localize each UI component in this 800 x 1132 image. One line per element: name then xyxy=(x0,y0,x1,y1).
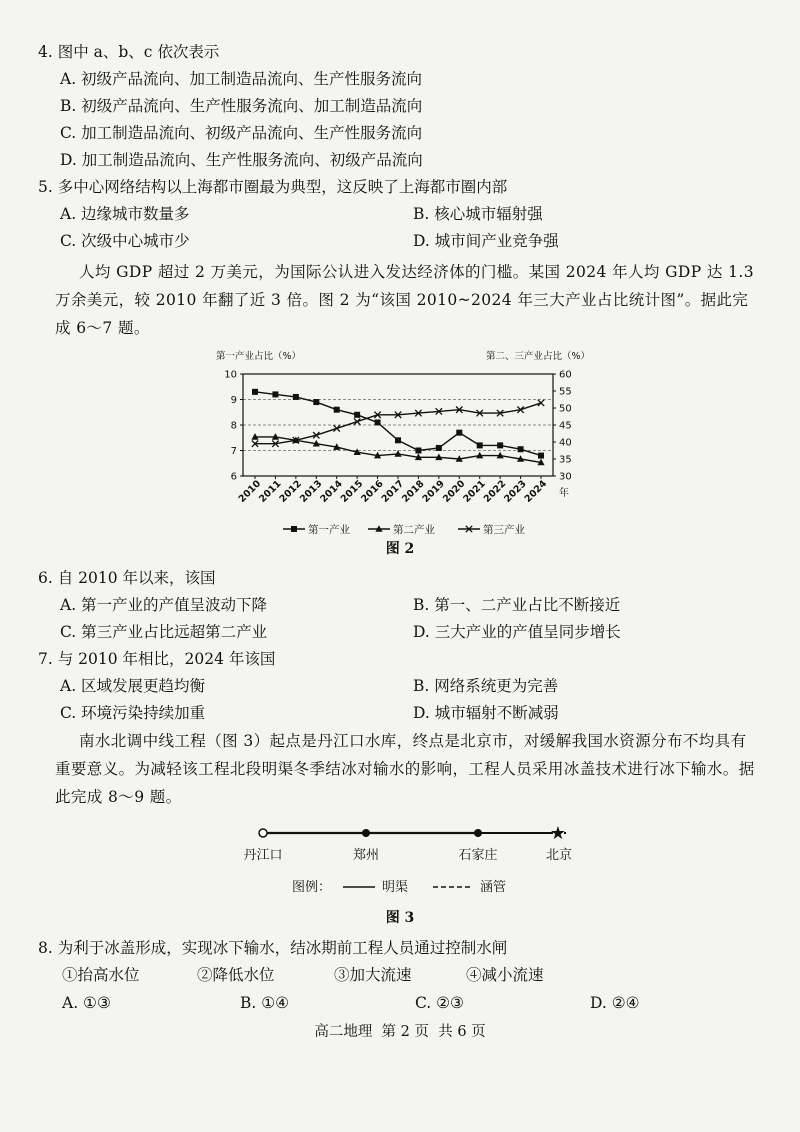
x-tick-label: 2017 xyxy=(379,478,407,505)
left-tick-label: 6 xyxy=(230,471,237,483)
q6-option-d: D. 三大产业的产值呈同步增长 xyxy=(413,623,621,641)
page-footer: 高二地理 第 2 页 共 6 页 xyxy=(314,1024,486,1040)
station-danjiangkou-marker xyxy=(259,829,267,837)
left-tick-label: 10 xyxy=(224,369,237,381)
q8-option-a: A. ①③ xyxy=(62,994,111,1012)
x-tick-label: 2018 xyxy=(400,478,427,505)
q8-choice-3: ③加大流速 xyxy=(334,966,412,984)
left-tick-label: 9 xyxy=(230,395,237,406)
q4-option-a: A. 初级产品流向、加工制造品流向、生产性服务流向 xyxy=(60,70,423,88)
right-tick-label: 30 xyxy=(559,471,572,483)
point-marker xyxy=(497,442,503,448)
q6-option-b: B. 第一、二产业占比不断接近 xyxy=(413,596,621,614)
point-marker xyxy=(252,389,258,395)
x-tick-label: 2020 xyxy=(440,478,468,505)
point-marker xyxy=(293,394,299,400)
point-marker xyxy=(415,448,421,454)
q8-option-c: C. ②③ xyxy=(415,994,464,1012)
q5-stem: 5. 多中心网络结构以上海都市圈最为典型，这反映了上海都市圈内部 xyxy=(38,178,508,196)
legend-title: 图例： xyxy=(292,880,332,895)
q8-option-b: B. ①④ xyxy=(240,994,290,1012)
station-shijiazhuang-marker xyxy=(474,829,482,837)
x-tick-label: 2019 xyxy=(420,478,447,505)
x-unit-label: 年 xyxy=(559,488,569,499)
point-marker xyxy=(354,412,360,418)
x-tick-label: 2024 xyxy=(522,478,550,505)
point-marker xyxy=(272,391,278,397)
point-marker xyxy=(538,453,544,459)
point-marker xyxy=(291,526,297,532)
q4-option-b: B. 初级产品流向、生产性服务流向、加工制造品流向 xyxy=(60,97,423,115)
q5-option-d: D. 城市间产业竞争强 xyxy=(413,232,559,250)
x-tick-label: 2015 xyxy=(338,478,366,505)
legend-label-2: 第二产业 xyxy=(393,524,435,536)
q6-option-a: A. 第一产业的产值呈波动下降 xyxy=(60,596,268,614)
x-tick-label: 2010 xyxy=(236,478,264,505)
q5-option-a: A. 边缘城市数量多 xyxy=(60,205,190,223)
x-tick-label: 2021 xyxy=(461,478,488,505)
left-tick-label: 7 xyxy=(230,446,237,457)
station-beijing-label: 北京 xyxy=(545,848,573,863)
legend-pipe-label: 涵管 xyxy=(480,880,507,895)
point-marker xyxy=(313,399,319,405)
q8-choice-1: ①抬高水位 xyxy=(62,966,140,984)
q6-option-c: C. 第三产业占比远超第二产业 xyxy=(60,623,268,641)
industry-share-chart xyxy=(208,344,598,554)
x-tick-label: 2023 xyxy=(502,478,529,505)
water-route-diagram xyxy=(230,815,590,905)
x-tick-label: 2011 xyxy=(257,478,284,505)
figure3-caption: 图 3 xyxy=(385,910,415,926)
station-beijing-star: ★ xyxy=(549,823,567,844)
x-tick-label: 2013 xyxy=(297,478,325,505)
x-tick-label: 2022 xyxy=(481,478,509,505)
q8-option-d: D. ②④ xyxy=(590,994,640,1012)
right-tick-label: 35 xyxy=(559,454,572,466)
left-tick-label: 8 xyxy=(230,420,237,432)
q5-option-b: B. 核心城市辐射强 xyxy=(413,205,543,223)
q7-option-b: B. 网络系统更为完善 xyxy=(413,677,559,695)
x-tick-label: 2012 xyxy=(277,478,304,505)
legend-label-3: 第三产业 xyxy=(483,524,525,536)
station-zhengzhou-marker xyxy=(362,829,370,837)
passage-water-transfer: 南水北调中线工程（图 3）起点是丹江口水库，终点是北京市，对缓解我国水资源分布不均具有重要意义。为减轻该工程北段明渠冬季结冰对输水的影响，工程人员采用冰盖技术进行冰下输水。据此完成 8～9 题。 xyxy=(55,732,755,806)
station-danjiangkou-label: 丹江口 xyxy=(243,848,283,863)
legend-open-channel-label: 明渠 xyxy=(382,880,409,895)
q8-choice-4: ④减小流速 xyxy=(466,966,544,984)
passage-gdp: 人均 GDP 超过 2 万美元，为国际公认进入发达经济体的门槛。某国 2024 年人均 GDP 达 1.3 万余美元，较 2010 年翻了近 3 倍。图 2 为“该国 2010~2024 年三大产业占比统计图”。据此完成 6～7 题。 xyxy=(55,263,754,337)
station-zhengzhou-label: 郑州 xyxy=(352,848,380,863)
q6-stem: 6. 自 2010 年以来，该国 xyxy=(38,569,216,587)
point-marker xyxy=(477,442,483,448)
q7-option-a: A. 区域发展更趋均衡 xyxy=(60,677,206,695)
right-tick-label: 45 xyxy=(559,420,572,432)
point-marker xyxy=(375,419,381,425)
q8-choice-2: ②降低水位 xyxy=(197,966,275,984)
figure2-caption: 图 2 xyxy=(385,541,415,557)
point-marker xyxy=(334,407,340,413)
q7-option-d: D. 城市辐射不断减弱 xyxy=(413,704,559,722)
right-tick-label: 60 xyxy=(559,369,572,381)
point-marker xyxy=(436,445,442,451)
q5-option-c: C. 次级中心城市少 xyxy=(60,232,190,250)
left-axis-title: 第一产业占比（%） xyxy=(216,351,302,362)
x-tick-label: 2014 xyxy=(318,478,345,505)
q7-option-c: C. 环境污染持续加重 xyxy=(60,704,206,722)
q4-option-c: C. 加工制造品流向、初级产品流向、生产性服务流向 xyxy=(60,124,423,142)
q4-option-d: D. 加工制造品流向、生产性服务流向、初级产品流向 xyxy=(60,151,423,169)
q7-stem: 7. 与 2010 年相比，2024 年该国 xyxy=(38,650,276,668)
right-axis-title: 第二、三产业占比（%） xyxy=(485,351,590,362)
station-shijiazhuang-label: 石家庄 xyxy=(458,848,498,863)
point-marker xyxy=(518,446,524,452)
point-marker xyxy=(456,430,462,436)
right-tick-label: 55 xyxy=(559,386,572,398)
right-tick-label: 50 xyxy=(559,403,572,415)
point-marker xyxy=(395,437,401,443)
q8-stem: 8. 为利于冰盖形成，实现冰下输水，结冰期前工程人员通过控制水闸 xyxy=(38,939,508,957)
right-tick-label: 40 xyxy=(559,437,572,449)
x-tick-label: 2016 xyxy=(359,478,386,505)
point-marker xyxy=(394,450,401,457)
q4-stem: 4. 图中 a、b、c 依次表示 xyxy=(38,43,220,61)
legend-label-1: 第一产业 xyxy=(308,524,350,536)
